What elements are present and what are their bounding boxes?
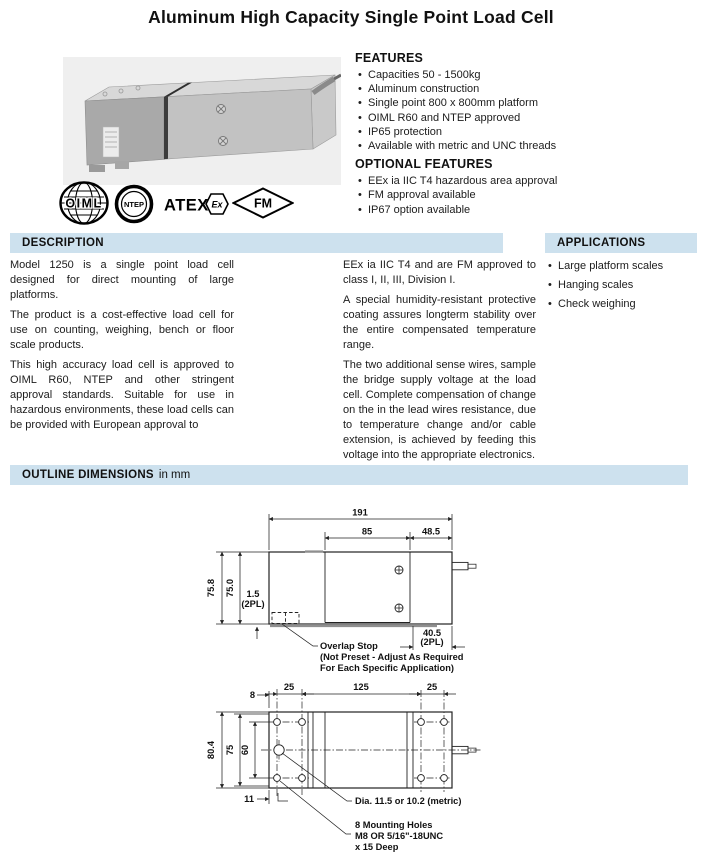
feature-item: • OIML R60 and NTEP approved	[355, 111, 700, 125]
description-paragraph: The product is a cost-effective load cell for use on counting, weighing, bench or floor scale products.	[10, 309, 234, 351]
atex-ex-symbol: Ex	[211, 199, 223, 210]
page-title: Aluminum High Capacity Single Point Load Cell	[148, 7, 554, 27]
dim-inner-height: 75.0	[225, 578, 235, 598]
dim-edge-offset: 8	[249, 690, 255, 700]
dim-bottom-offset: 11	[244, 794, 254, 804]
description-section-header	[10, 233, 503, 253]
optional-features-list	[355, 174, 700, 217]
dim-center-width: 85	[361, 526, 373, 537]
applications-list	[546, 257, 698, 314]
features-list	[355, 68, 700, 153]
optional-feature-item: • EEx ia IIC T4 hazardous area approval	[355, 174, 700, 188]
outline-unit: in mm	[158, 469, 191, 481]
oiml-logo-text: OIML	[65, 196, 103, 211]
applications-section-header	[545, 233, 697, 253]
overlap-stop-note: (Not Preset - Adjust As Required	[320, 652, 464, 662]
overlap-stop-note: Overlap Stop	[320, 641, 378, 651]
application-item: • Hanging scales	[546, 276, 698, 295]
dim-gap-note: (2PL)	[241, 599, 265, 609]
ntep-logo-icon	[114, 184, 154, 224]
description-paragraph: Model 1250 is a single point load cell designed for direct mounting of large platforms.	[10, 259, 234, 301]
mounting-holes-note: 8 Mounting Holes	[355, 820, 433, 830]
dim-right-pitch: 25	[426, 682, 438, 692]
description-heading: DESCRIPTION	[22, 237, 104, 249]
feature-item: • Capacities 50 - 1500kg	[355, 68, 700, 82]
feature-item: • Single point 800 x 800mm platform	[355, 96, 700, 110]
dim-total-width: 191	[352, 507, 368, 518]
optional-feature-item: • IP67 option available	[355, 203, 700, 217]
features-heading: FEATURES	[355, 51, 424, 65]
cable	[452, 562, 476, 569]
feature-item: • Aluminum construction	[355, 82, 700, 96]
feature-item: • Available with metric and UNC threads	[355, 139, 700, 153]
description-column-1	[10, 258, 234, 438]
mounting-holes-note: M8 OR 5/16"-18UNC	[355, 831, 444, 841]
fm-logo-text: FM	[253, 196, 273, 211]
optional-feature-item: • FM approval available	[355, 188, 700, 202]
atex-logo-text: ATEX	[164, 196, 209, 215]
screw-icon	[395, 566, 403, 574]
description-paragraph: A special humidity-resistant protective coating assures longterm stability over the entire compensated temperature range.	[343, 294, 536, 351]
diameter-note: Dia. 11.5 or 10.2 (metric)	[355, 796, 462, 806]
ntep-logo-text: NTEP	[123, 200, 145, 209]
plan-view	[206, 682, 481, 852]
screw-icon	[395, 604, 403, 612]
dim-right-width: 48.5	[421, 526, 441, 537]
fm-logo-icon	[232, 187, 294, 219]
dim-outer-height: 75.8	[206, 578, 216, 598]
features-block	[355, 51, 700, 217]
feature-item: • IP65 protection	[355, 125, 700, 139]
outline-heading: OUTLINE DIMENSIONS	[22, 469, 154, 481]
mounting-holes-note: x 15 Deep	[355, 842, 399, 852]
atex-logo-icon	[164, 191, 230, 217]
optional-features-heading: OPTIONAL FEATURES	[355, 157, 493, 172]
description-paragraph: EEx ia IIC T4 and are FM approved to class I, II, III, Division I.	[343, 259, 536, 286]
description-paragraph: The two additional sense wires, sample the bridge supply voltage at the load cell. Complete compensation of change on the in the lead wires resistance, due to temperature change and/or cable extension, is achieved by feeding this voltage into the appropriate electronics.	[343, 359, 536, 461]
overlap-stop-note: For Each Specific Application)	[320, 663, 454, 673]
dim-vert-pitch: 60	[240, 744, 250, 756]
outline-dimensions-section-header	[10, 465, 688, 485]
description-column-2	[343, 258, 536, 468]
description-paragraph: This high accuracy load cell is approved to OIML R60, NTEP and other stringent approval standards. Suitable for use in hazardous environments, these load cells can be provided with European approval to	[10, 359, 234, 431]
application-item: • Check weighing	[546, 295, 698, 314]
dim-overhang: 40.5	[422, 628, 442, 638]
dim-left-pitch: 25	[283, 682, 295, 692]
applications-heading: APPLICATIONS	[557, 237, 646, 249]
application-item: • Large platform scales	[546, 257, 698, 276]
load-cell-photo-icon	[63, 57, 341, 185]
oiml-logo-icon	[58, 181, 110, 225]
dim-center-span: 125	[353, 682, 369, 692]
dim-overhang-note: (2PL)	[420, 637, 444, 647]
outline-drawing	[100, 500, 600, 862]
side-view	[206, 508, 476, 674]
product-photo	[63, 57, 341, 185]
dim-total-height: 80.4	[206, 740, 216, 760]
dim-body-height: 75	[225, 744, 235, 756]
dim-gap: 1.5	[246, 589, 260, 599]
